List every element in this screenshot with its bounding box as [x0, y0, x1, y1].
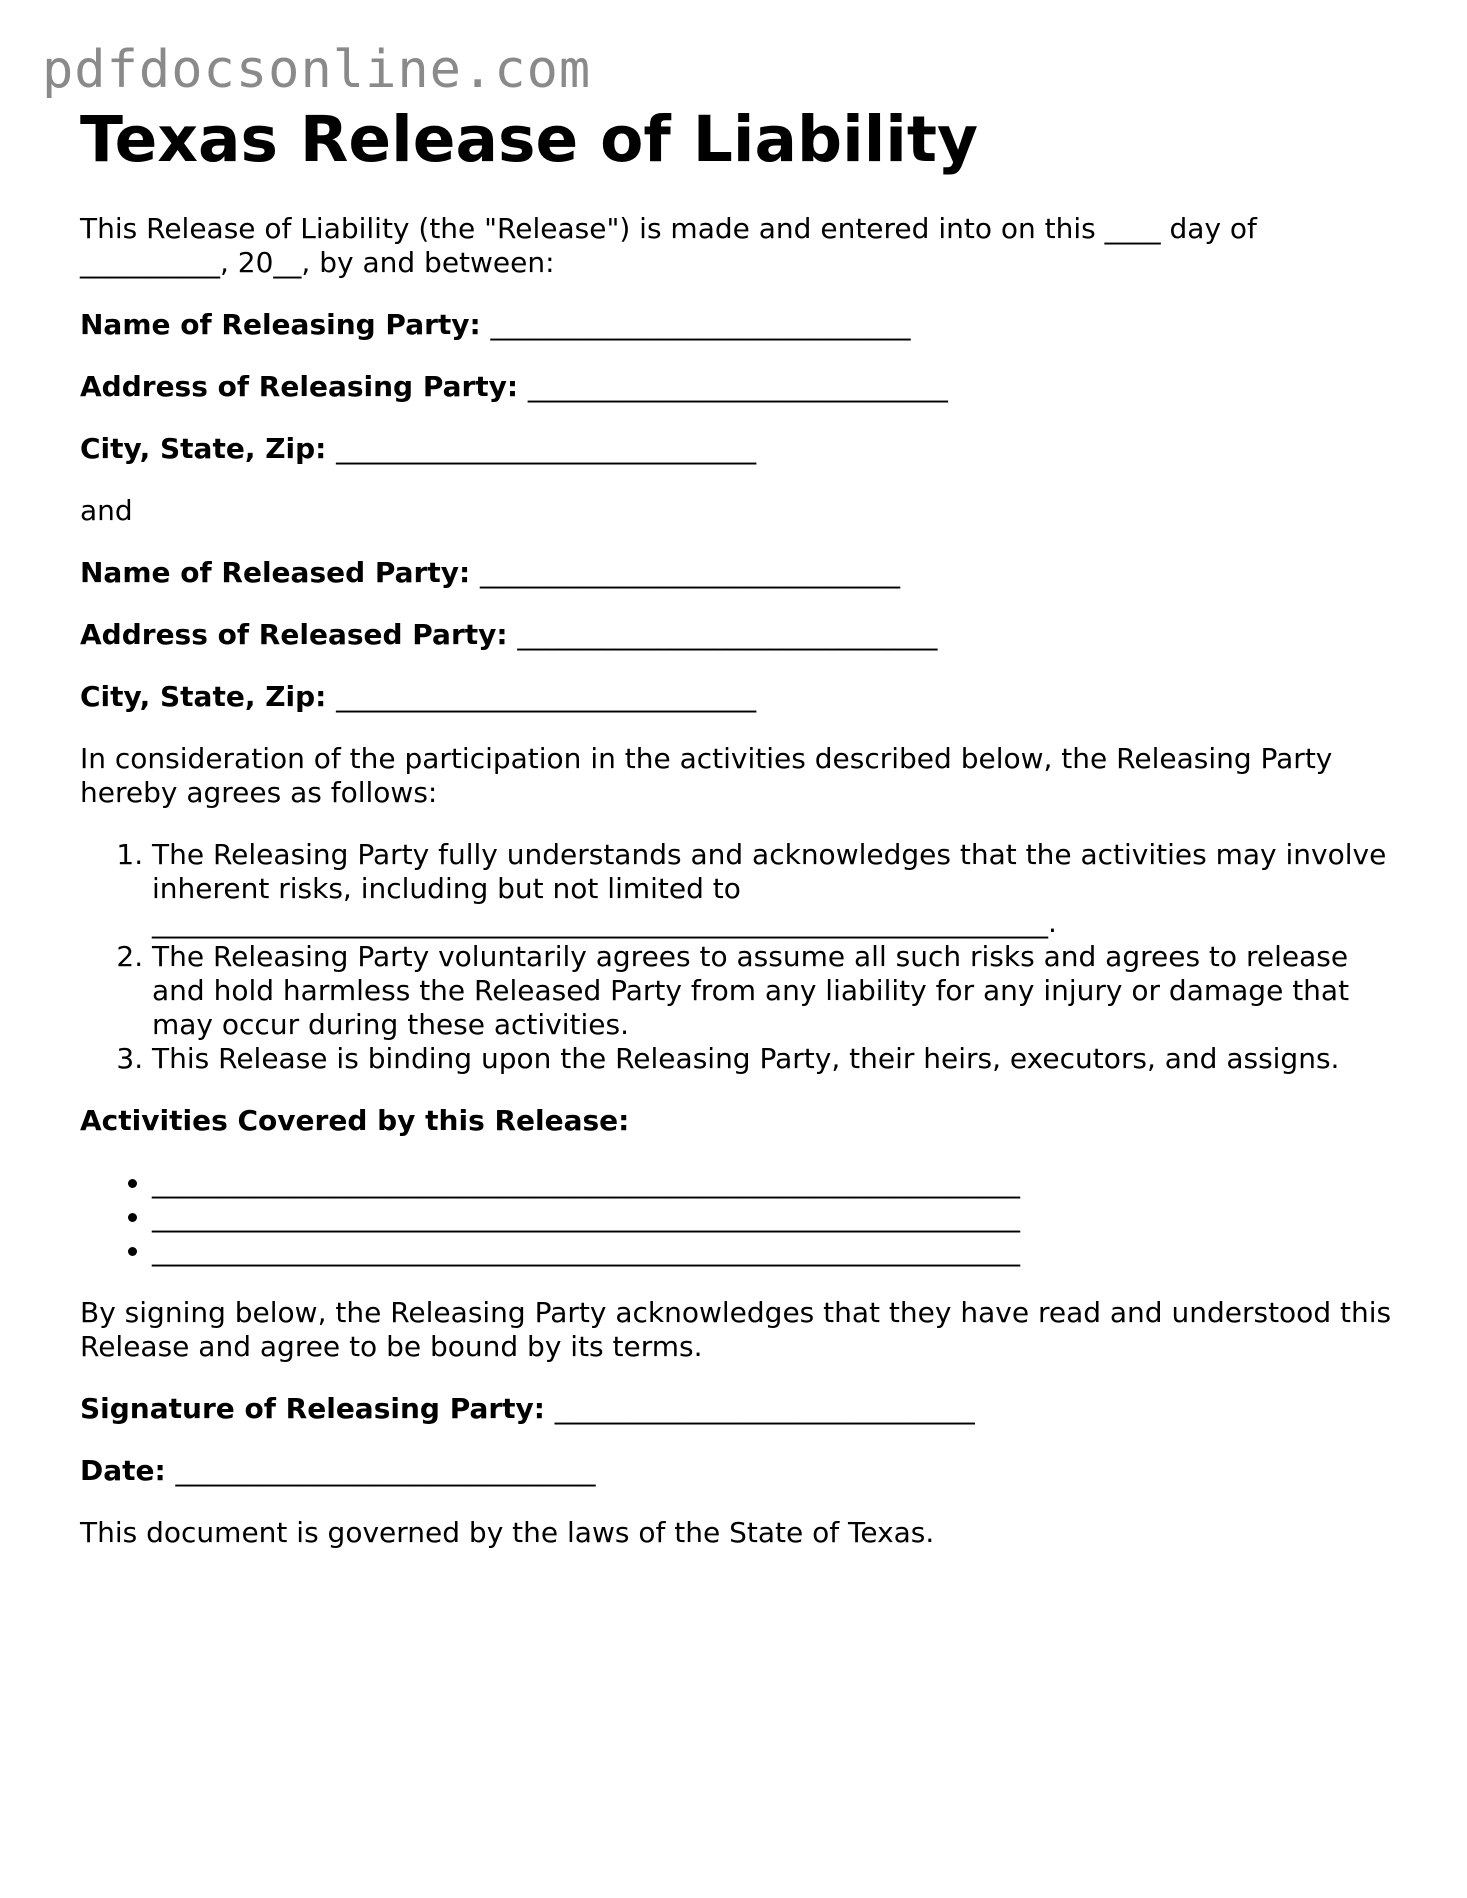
acknowledgement-paragraph: By signing below, the Releasing Party acknowledges that they have read and understood this Release and agree to be bound by its terms.	[80, 1296, 1392, 1363]
term-item: 3. This Release is binding upon the Releasing Party, their heirs, executors, and assigns.	[152, 1042, 1400, 1076]
activity-blank-item: • ______________________________________________________________	[152, 1166, 1400, 1200]
intro-paragraph: This Release of Liability (the "Release") is made and entered into on this ____ day of __________, 20__, by and between:	[80, 212, 1257, 279]
governing-law-statement: This document is governed by the laws of the State of Texas.	[80, 1516, 935, 1549]
field-label: City, State, Zip:	[80, 680, 327, 713]
released-party-address-field	[80, 618, 1400, 652]
term-item: 2. The Releasing Party voluntarily agrees to assume all such risks and agrees to release and hold harmless the Released Party from any liability for any injury or damage that may occur during these activities.	[152, 940, 1400, 1042]
field-label: Signature of Releasing Party:	[80, 1392, 545, 1425]
field-label: Name of Releasing Party:	[80, 308, 481, 341]
fill-in-blank: ______________________________	[336, 432, 757, 465]
fill-in-blank: ______________________________	[554, 1392, 975, 1425]
activities-heading: Activities Covered by this Release:	[80, 1104, 630, 1137]
released-party-city-field	[80, 680, 1400, 714]
activities-list	[80, 1166, 1400, 1268]
document-title: Texas Release of Liability	[80, 103, 979, 176]
watermark-text: pdfdocsonline.com	[42, 40, 592, 100]
signature-field	[80, 1392, 1400, 1426]
field-label: Address of Released Party:	[80, 618, 508, 651]
fill-in-blank: ______________________________	[517, 618, 938, 651]
field-label: Name of Released Party:	[80, 556, 471, 589]
terms-list	[80, 838, 1400, 1076]
and-text: and	[80, 494, 133, 527]
released-party-name-field	[80, 556, 1400, 590]
fill-in-blank: ______________________________	[336, 680, 757, 713]
consideration-paragraph: In consideration of the participation in the activities described below, the Releasing Party hereby agrees as follows:	[80, 742, 1333, 809]
fill-in-blank: ______________________________	[479, 556, 900, 589]
field-label: City, State, Zip:	[80, 432, 327, 465]
activity-blank-item: • ______________________________________________________________	[152, 1234, 1400, 1268]
date-field	[80, 1454, 1400, 1488]
field-label: Date:	[80, 1454, 166, 1487]
term-item: 1. The Releasing Party fully understands and acknowledges that the activities may involve inherent risks, including but not limited to ________________________________________________________________.	[152, 838, 1400, 940]
fill-in-blank: ______________________________	[490, 308, 911, 341]
releasing-party-city-field	[80, 432, 1400, 466]
releasing-party-name-field	[80, 308, 1400, 342]
activity-blank-item: • ______________________________________________________________	[152, 1200, 1400, 1234]
fill-in-blank: ______________________________	[527, 370, 948, 403]
document-page	[80, 100, 1400, 1550]
fill-in-blank: ______________________________	[175, 1454, 596, 1487]
releasing-party-address-field	[80, 370, 1400, 404]
field-label: Address of Releasing Party:	[80, 370, 519, 403]
